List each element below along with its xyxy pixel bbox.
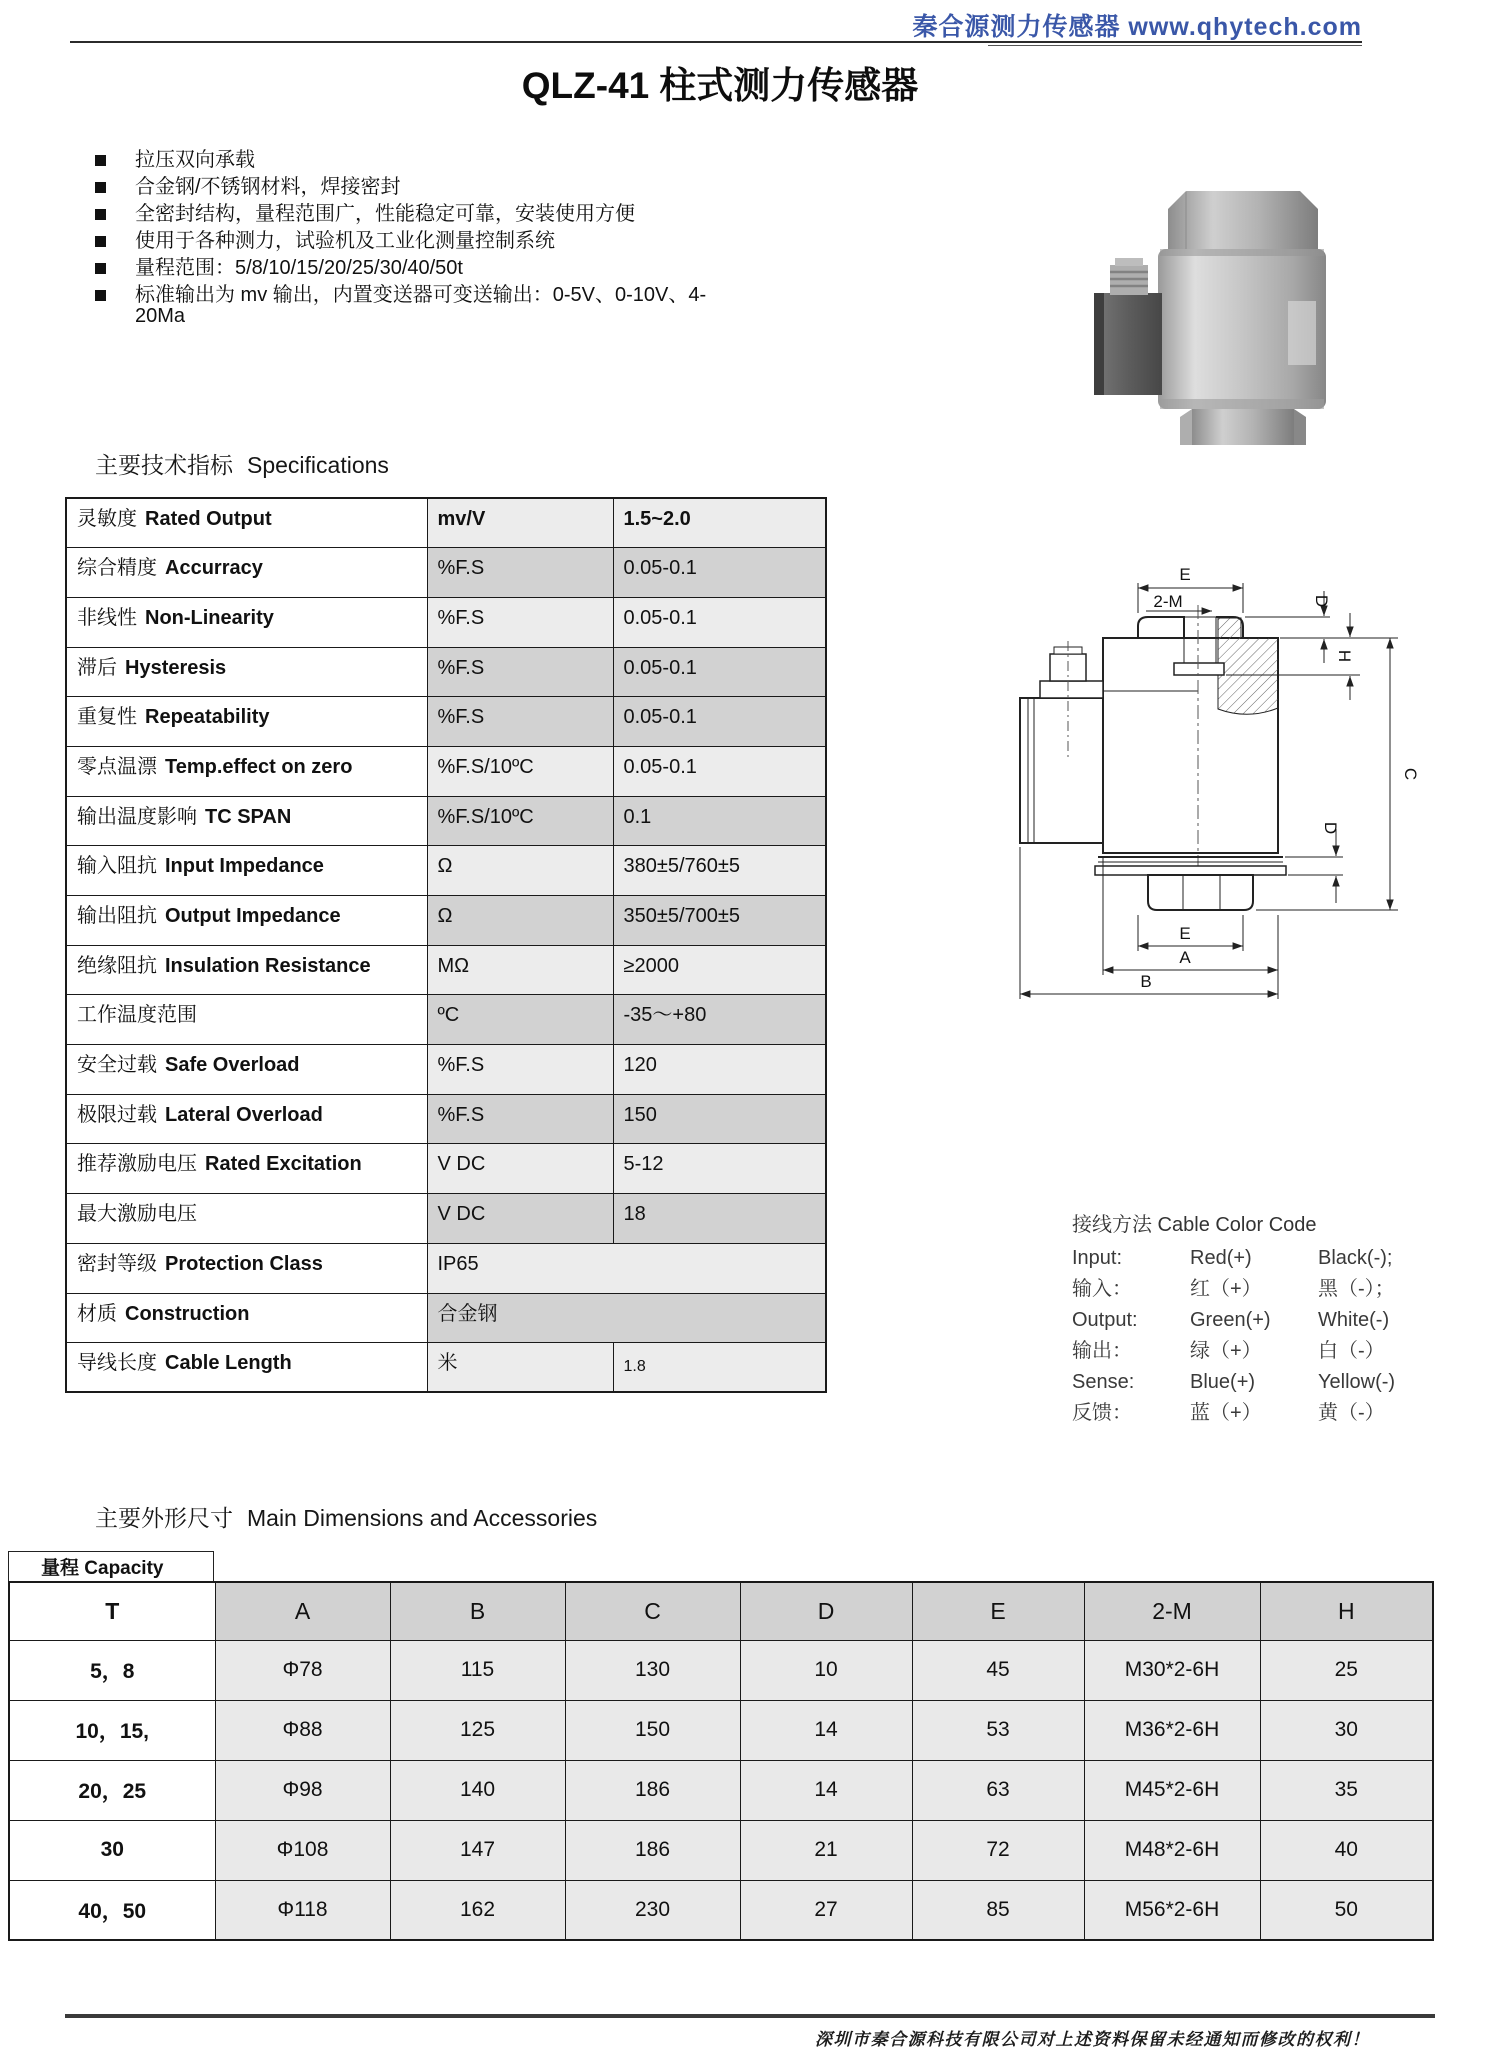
dim-label-e-bottom: E xyxy=(1179,924,1191,943)
spec-name-zh: 安全过载 xyxy=(77,1054,157,1077)
cable-negative-wire: Yellow(-) xyxy=(1318,1371,1396,1393)
dims-col-header: H xyxy=(1260,1582,1433,1640)
spec-row xyxy=(66,1343,826,1393)
dims-cell: 72 xyxy=(912,1820,1084,1880)
cable-negative-wire: 白（-） xyxy=(1318,1340,1385,1362)
cable-code-line xyxy=(1072,1398,1395,1429)
spec-row xyxy=(66,1045,826,1095)
spec-row xyxy=(66,896,826,946)
spec-name-zh: 重复性 xyxy=(77,706,137,729)
spec-unit-cell: %F.S xyxy=(427,697,613,747)
spec-value-cell: 1.5~2.0 xyxy=(613,498,826,548)
dims-col-header: E xyxy=(912,1582,1084,1640)
spec-name-zh: 推荐激励电压 xyxy=(77,1153,197,1176)
footer-notice: 深圳市秦合源科技有限公司对上述资料保留未经通知而修改的权利！ xyxy=(815,2030,1370,2050)
product-model: QLZ-41 xyxy=(521,65,650,106)
feature-text: 标准输出为 mv 输出，内置变送器可变送输出：0-5V、0-10V、4-20Ma xyxy=(135,284,707,327)
dims-cell: 21 xyxy=(740,1820,912,1880)
spec-name-cell xyxy=(66,796,427,846)
dims-cell: M45*2-6H xyxy=(1084,1760,1260,1820)
spec-row xyxy=(66,1194,826,1244)
spec-row xyxy=(66,597,826,647)
spec-name-en: Construction xyxy=(125,1302,250,1325)
spec-unit-cell: ºC xyxy=(427,995,613,1045)
spec-name-en: Hysteresis xyxy=(125,656,227,679)
cable-signal-label: Sense: xyxy=(1072,1371,1135,1393)
spec-value-cell: ≥2000 xyxy=(613,945,826,995)
cable-signal-label: Input: xyxy=(1072,1247,1123,1269)
spec-value-cell: 0.05-0.1 xyxy=(613,746,826,796)
dims-col-header: C xyxy=(565,1582,740,1640)
dims-cell: 125 xyxy=(390,1700,565,1760)
cable-code-line xyxy=(1072,1305,1395,1336)
spec-row xyxy=(66,498,826,548)
dims-cell: 50 xyxy=(1260,1880,1433,1940)
spec-name-zh: 滞后 xyxy=(77,656,117,679)
spec-name-cell xyxy=(66,995,427,1045)
spec-name-cell xyxy=(66,1144,427,1194)
spec-name-en: Accurracy xyxy=(165,557,263,580)
spec-row xyxy=(66,846,826,896)
feature-text: 使用于各种测力，试验机及工业化测量控制系统 xyxy=(135,230,555,252)
dimensions-heading-zh: 主要外形尺寸 xyxy=(95,1505,233,1531)
cable-positive-wire: Blue(+) xyxy=(1190,1371,1256,1393)
dims-cell: 147 xyxy=(390,1820,565,1880)
dimensions-header-row xyxy=(9,1582,1433,1640)
brand-header: 秦合源测力传感器 www.qhytech.com xyxy=(912,13,1362,41)
spec-row xyxy=(66,746,826,796)
feature-item xyxy=(95,177,715,198)
bullet-square-icon xyxy=(95,263,106,274)
dims-cell: 20，25 xyxy=(9,1760,215,1820)
product-name: 柱式测力传感器 xyxy=(659,65,919,106)
dims-cell: 14 xyxy=(740,1700,912,1760)
spec-name-cell xyxy=(66,945,427,995)
spec-name-cell xyxy=(66,1194,427,1244)
spec-row xyxy=(66,1094,826,1144)
spec-name-zh: 导线长度 xyxy=(77,1352,157,1375)
specs-heading-en: Specifications xyxy=(247,452,389,478)
spec-name-zh: 密封等级 xyxy=(77,1252,157,1275)
cable-signal-label: 输出： xyxy=(1072,1340,1132,1362)
spec-unit-cell: V DC xyxy=(427,1144,613,1194)
spec-unit-cell: %F.S xyxy=(427,597,613,647)
spec-value-cell: 150 xyxy=(613,1094,826,1144)
cable-signal-label: Output: xyxy=(1072,1309,1138,1331)
dims-cell: 35 xyxy=(1260,1760,1433,1820)
technical-drawing xyxy=(998,523,1448,1005)
dimensions-heading-en: Main Dimensions and Accessories xyxy=(247,1505,598,1531)
dimensions-heading xyxy=(95,1500,597,1533)
dims-cell: M30*2-6H xyxy=(1084,1640,1260,1700)
cable-signal-label: 反馈： xyxy=(1072,1402,1132,1424)
spec-value-cell: 0.05-0.1 xyxy=(613,597,826,647)
spec-unit-cell: %F.S xyxy=(427,1094,613,1144)
spec-name-zh: 灵敏度 xyxy=(77,508,137,530)
dims-cell: 53 xyxy=(912,1700,1084,1760)
dims-cell: 5，8 xyxy=(9,1640,215,1700)
dims-cell: 14 xyxy=(740,1760,912,1820)
spec-name-en: Rated Output xyxy=(145,508,272,530)
dims-cell: 25 xyxy=(1260,1640,1433,1700)
dims-row xyxy=(9,1880,1433,1940)
spec-unit-cell: Ω xyxy=(427,896,613,946)
spec-unit-cell: 米 xyxy=(427,1343,613,1393)
dims-cell: Φ108 xyxy=(215,1820,390,1880)
spec-name-cell xyxy=(66,498,427,548)
spec-name-cell xyxy=(66,647,427,697)
spec-name-cell xyxy=(66,597,427,647)
cable-code-line xyxy=(1072,1274,1395,1305)
dims-cell: Φ78 xyxy=(215,1640,390,1700)
spec-name-zh: 绝缘阻抗 xyxy=(77,954,157,977)
spec-name-zh: 极限过载 xyxy=(77,1103,157,1126)
dims-cell: 45 xyxy=(912,1640,1084,1700)
dims-cell: 150 xyxy=(565,1700,740,1760)
dims-row xyxy=(9,1700,1433,1760)
spec-name-zh: 最大激励电压 xyxy=(77,1203,197,1226)
specs-table xyxy=(65,497,827,1393)
cable-positive-wire: 红（+） xyxy=(1190,1278,1262,1300)
dims-col-header: A xyxy=(215,1582,390,1640)
spec-value-cell: 1.8 xyxy=(613,1343,826,1393)
spec-name-zh: 非线性 xyxy=(77,606,137,629)
feature-text: 量程范围：5/8/10/15/20/25/30/40/50t xyxy=(135,257,463,279)
spec-unit-cell: MΩ xyxy=(427,945,613,995)
dim-label-d-bottom: D xyxy=(1321,821,1340,835)
dims-cell: 162 xyxy=(390,1880,565,1940)
dim-label-2m: 2-M xyxy=(1153,592,1183,611)
spec-unit-cell: %F.S xyxy=(427,647,613,697)
spec-name-cell xyxy=(66,1343,427,1393)
spec-unit-cell: %F.S xyxy=(427,1045,613,1095)
spec-name-cell xyxy=(66,896,427,946)
dims-row xyxy=(9,1820,1433,1880)
spec-value-cell: 120 xyxy=(613,1045,826,1095)
header-rule xyxy=(70,41,1362,43)
cable-signal-label: 输入： xyxy=(1072,1278,1132,1300)
dim-label-a: A xyxy=(1179,948,1191,967)
footer-rule xyxy=(65,2014,1435,2018)
spec-value-cell: 0.05-0.1 xyxy=(613,697,826,747)
dims-cell: M56*2-6H xyxy=(1084,1880,1260,1940)
spec-name-en: Cable Length xyxy=(165,1352,292,1375)
spec-name-en: Input Impedance xyxy=(165,855,324,878)
spec-name-en: Temp.effect on zero xyxy=(165,755,353,778)
cable-negative-wire: 黑（-）； xyxy=(1318,1278,1395,1300)
spec-name-cell xyxy=(66,1045,427,1095)
dims-cell: 186 xyxy=(565,1820,740,1880)
feature-item xyxy=(95,258,715,279)
dims-cell: 30 xyxy=(1260,1700,1433,1760)
cable-negative-wire: White(-) xyxy=(1318,1309,1390,1331)
spec-name-en: Safe Overload xyxy=(165,1054,300,1077)
spec-row xyxy=(66,945,826,995)
spec-unit-cell: %F.S/10ºC xyxy=(427,746,613,796)
dims-cell: 186 xyxy=(565,1760,740,1820)
spec-name-zh: 输入阻抗 xyxy=(77,855,157,878)
feature-text: 合金钢/不锈钢材料，焊接密封 xyxy=(135,176,401,198)
dims-cell: 130 xyxy=(565,1640,740,1700)
dims-col-header: D xyxy=(740,1582,912,1640)
spec-name-en: Output Impedance xyxy=(165,905,341,927)
spec-name-en: Non-Linearity xyxy=(145,606,274,629)
cable-color-code xyxy=(1072,1208,1395,1429)
spec-unit-cell: 合金钢 xyxy=(427,1293,826,1343)
spec-row xyxy=(66,1144,826,1194)
spec-name-cell xyxy=(66,746,427,796)
dim-label-c: C xyxy=(1401,767,1420,781)
bullet-square-icon xyxy=(95,236,106,247)
dims-col-header: B xyxy=(390,1582,565,1640)
dim-label-d-top: D xyxy=(1312,594,1331,608)
drawing-body xyxy=(1020,605,1286,910)
cable-positive-wire: 蓝（+） xyxy=(1190,1402,1262,1424)
page-title xyxy=(0,55,1440,109)
spec-name-cell xyxy=(66,697,427,747)
spec-row xyxy=(66,548,826,598)
dims-row xyxy=(9,1640,1433,1700)
dims-cell: 63 xyxy=(912,1760,1084,1820)
spec-value-cell: 5-12 xyxy=(613,1144,826,1194)
spec-name-zh: 零点温漂 xyxy=(77,755,157,778)
bullet-square-icon xyxy=(95,155,106,166)
spec-name-cell xyxy=(66,1243,427,1293)
cable-positive-wire: Red(+) xyxy=(1190,1247,1252,1269)
bullet-square-icon xyxy=(95,209,106,220)
header-rule-segment xyxy=(988,45,1362,46)
feature-item xyxy=(95,150,715,171)
spec-name-en: TC SPAN xyxy=(205,805,292,828)
spec-row xyxy=(66,1293,826,1343)
dims-cell: Φ88 xyxy=(215,1700,390,1760)
spec-row xyxy=(66,697,826,747)
cable-negative-wire: 黄（-） xyxy=(1318,1402,1385,1424)
spec-row xyxy=(66,995,826,1045)
spec-name-zh: 综合精度 xyxy=(77,557,157,580)
spec-name-zh: 输出阻抗 xyxy=(77,905,157,927)
spec-row xyxy=(66,1243,826,1293)
cable-code-title: 接线方法 Cable Color Code xyxy=(1072,1214,1317,1236)
dims-cell: 40 xyxy=(1260,1820,1433,1880)
spec-name-en: Repeatability xyxy=(145,706,270,729)
product-photo xyxy=(1088,183,1390,449)
feature-item xyxy=(95,285,715,327)
feature-list xyxy=(95,150,715,333)
cable-code-line xyxy=(1072,1367,1395,1398)
feature-text: 拉压双向承载 xyxy=(135,149,255,171)
dims-cell: 30 xyxy=(9,1820,215,1880)
dims-cell: Φ118 xyxy=(215,1880,390,1940)
spec-value-cell: 0.1 xyxy=(613,796,826,846)
dims-cell: M36*2-6H xyxy=(1084,1700,1260,1760)
feature-item xyxy=(95,204,715,225)
spec-unit-cell: Ω xyxy=(427,846,613,896)
spec-name-cell xyxy=(66,1094,427,1144)
bullet-square-icon xyxy=(95,182,106,193)
bullet-square-icon xyxy=(95,290,106,301)
dim-label-h: H xyxy=(1335,649,1354,663)
dim-label-b: B xyxy=(1140,972,1152,991)
spec-name-zh: 工作温度范围 xyxy=(77,1004,197,1027)
dims-cell: 27 xyxy=(740,1880,912,1940)
spec-unit-cell: %F.S/10ºC xyxy=(427,796,613,846)
spec-value-cell: 380±5/760±5 xyxy=(613,846,826,896)
spec-name-en: Lateral Overload xyxy=(165,1103,323,1126)
dims-cell: 140 xyxy=(390,1760,565,1820)
dims-cell: M48*2-6H xyxy=(1084,1820,1260,1880)
dims-cell: 230 xyxy=(565,1880,740,1940)
spec-unit-cell: IP65 xyxy=(427,1243,826,1293)
dimensions-table xyxy=(8,1581,1434,1941)
cable-code-line xyxy=(1072,1243,1395,1274)
spec-unit-cell: V DC xyxy=(427,1194,613,1244)
spec-name-cell xyxy=(66,846,427,896)
spec-name-en: Rated Excitation xyxy=(205,1153,362,1176)
dims-row xyxy=(9,1760,1433,1820)
spec-unit-cell: mv/V xyxy=(427,498,613,548)
spec-value-cell: 350±5/700±5 xyxy=(613,896,826,946)
spec-name-en: Insulation Resistance xyxy=(165,954,371,977)
spec-row xyxy=(66,647,826,697)
spec-value-cell: 0.05-0.1 xyxy=(613,647,826,697)
spec-name-en: Protection Class xyxy=(165,1252,323,1275)
cable-code-line xyxy=(1072,1336,1395,1367)
dims-cell: 40，50 xyxy=(9,1880,215,1940)
capacity-tab: 量程 Capacity xyxy=(8,1551,214,1582)
dims-cell: 10，15, xyxy=(9,1700,215,1760)
cable-positive-wire: 绿（+） xyxy=(1190,1340,1262,1362)
dim-label-e-top: E xyxy=(1179,565,1191,584)
dims-col-header: 2-M xyxy=(1084,1582,1260,1640)
cable-negative-wire: Black(-); xyxy=(1318,1247,1393,1269)
specs-heading xyxy=(95,447,389,480)
dims-cell: 10 xyxy=(740,1640,912,1700)
dims-cell: 85 xyxy=(912,1880,1084,1940)
spec-row xyxy=(66,796,826,846)
spec-name-cell xyxy=(66,548,427,598)
feature-item xyxy=(95,231,715,252)
spec-value-cell: 18 xyxy=(613,1194,826,1244)
cable-positive-wire: Green(+) xyxy=(1190,1309,1271,1331)
load-cell-photo-shape xyxy=(1094,191,1326,445)
spec-name-zh: 输出温度影响 xyxy=(77,805,197,828)
spec-value-cell: -35～+80 xyxy=(613,995,826,1045)
dims-cell: Φ98 xyxy=(215,1760,390,1820)
dims-col-header: T xyxy=(9,1582,215,1640)
feature-text: 全密封结构，量程范围广，性能稳定可靠，安装使用方便 xyxy=(135,203,635,225)
spec-unit-cell: %F.S xyxy=(427,548,613,598)
spec-name-zh: 材质 xyxy=(77,1302,117,1325)
spec-name-cell xyxy=(66,1293,427,1343)
dims-cell: 115 xyxy=(390,1640,565,1700)
specs-heading-zh: 主要技术指标 xyxy=(95,452,233,478)
spec-value-cell: 0.05-0.1 xyxy=(613,548,826,598)
